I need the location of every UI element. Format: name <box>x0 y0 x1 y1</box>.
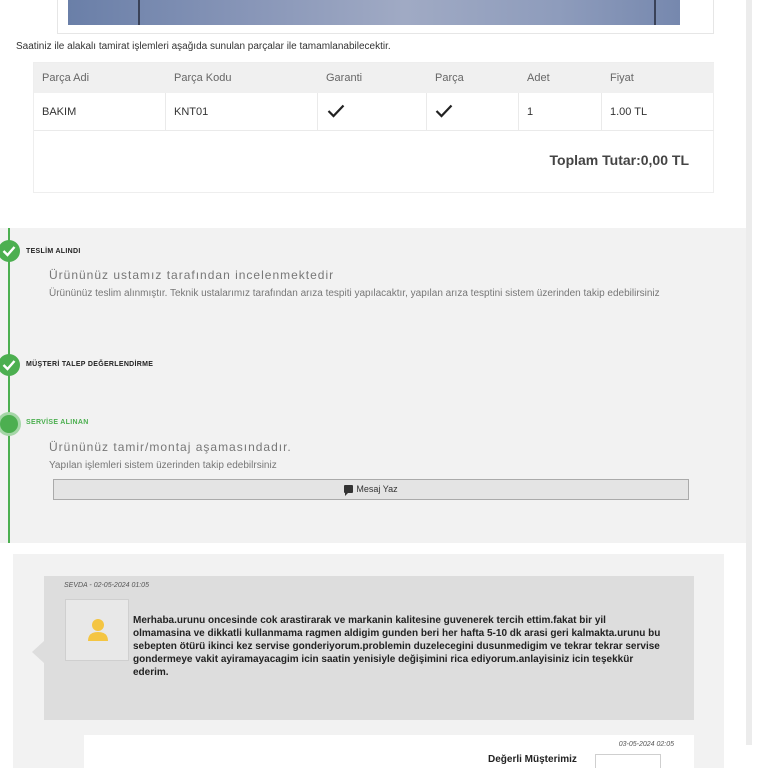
send-message-label: Mesaj Yaz <box>356 484 398 494</box>
step-title-servis: SERVİSE ALINAN <box>26 419 89 426</box>
reply-meta: 03-05-2024 02:05 <box>618 741 674 748</box>
status-timeline <box>0 228 752 543</box>
garanti-check-icon <box>327 104 345 118</box>
parca-check-icon <box>435 104 453 118</box>
customer-comment <box>44 576 694 720</box>
step-desc-teslim: Ürününüz teslim alınmıştır. Teknik ustalarımız tarafından arıza tespiti yapılacaktır, yapılan arıza tesptini sistem üzerinden takip edebilirsiniz <box>49 288 660 299</box>
avatar <box>65 599 129 661</box>
header-parca-adi: Parça Adi <box>42 72 90 84</box>
header-parca-kodu: Parça Kodu <box>174 72 232 84</box>
user-avatar-icon <box>87 618 109 642</box>
parts-intro-text: Saatiniz ile alakalı tamirat işlemleri aşağıda sunulan parçalar ile tamamlanabilecektir. <box>16 41 391 52</box>
step-desc-servis: Yapılan işlemleri sistem üzerinden takip edebilrsiniz <box>49 460 277 471</box>
part-price: 1.00 TL <box>610 106 648 118</box>
comment-pointer <box>32 641 44 663</box>
avatar <box>595 754 661 768</box>
header-garanti: Garanti <box>326 72 363 84</box>
product-image-card <box>57 0 714 34</box>
part-quantity: 1 <box>527 106 534 118</box>
step-title-degerlendirme: MÜŞTERİ TALEP DEĞERLENDİRME <box>26 361 154 368</box>
step-complete-check-icon <box>0 354 20 376</box>
scrollbar[interactable] <box>746 0 752 745</box>
comment-text: Merhaba.urunu oncesinde cok arastirarak ve markanin kalitesine guvenerek tercih ettim.fakat bir yil olmamasina ve dikkatli kullanmama ragmen aldigim gunden beri her hafta 5-10 dk arasi geri kalmakta.urunu bu sebepten ötürü ikinci kez servise gonderiyorum.problemin duzelecegini dusunmedigim ve tekrar tekrar servise gondermeye vakit ayiramayacagim icin saatin yenisiyle değişimini rica ediyorum.anlayisiniz icin teşekkür ederim. <box>133 615 661 678</box>
comment-meta: SEVDA - 02-05-2024 01:05 <box>64 582 149 589</box>
total-amount: Toplam Tutar:0,00 TL <box>549 152 689 168</box>
header-adet: Adet <box>527 72 550 84</box>
service-reply <box>84 735 694 768</box>
reply-greeting: Değerli Müşterimiz <box>488 754 577 765</box>
part-code: KNT01 <box>174 106 209 118</box>
header-parca: Parça <box>435 72 464 84</box>
message-bubble-icon <box>344 485 353 493</box>
step-current-indicator-icon <box>0 412 21 436</box>
product-photo <box>68 0 680 25</box>
table-row <box>34 93 714 131</box>
step-complete-check-icon <box>0 240 20 262</box>
step-main-teslim: Ürününüz ustamız tarafından incelenmektedir <box>49 268 335 282</box>
step-title-teslim: TESLİM ALINDI <box>26 248 81 255</box>
step-main-servis: Ürününüz tamir/montaj aşamasındadır. <box>49 440 292 454</box>
parts-table-header <box>34 63 714 93</box>
timeline-line <box>8 228 10 543</box>
parts-table <box>33 62 714 193</box>
send-message-button[interactable] <box>53 479 689 500</box>
comments-section <box>13 554 724 768</box>
part-name: BAKIM <box>42 106 77 118</box>
header-fiyat: Fiyat <box>610 72 634 84</box>
